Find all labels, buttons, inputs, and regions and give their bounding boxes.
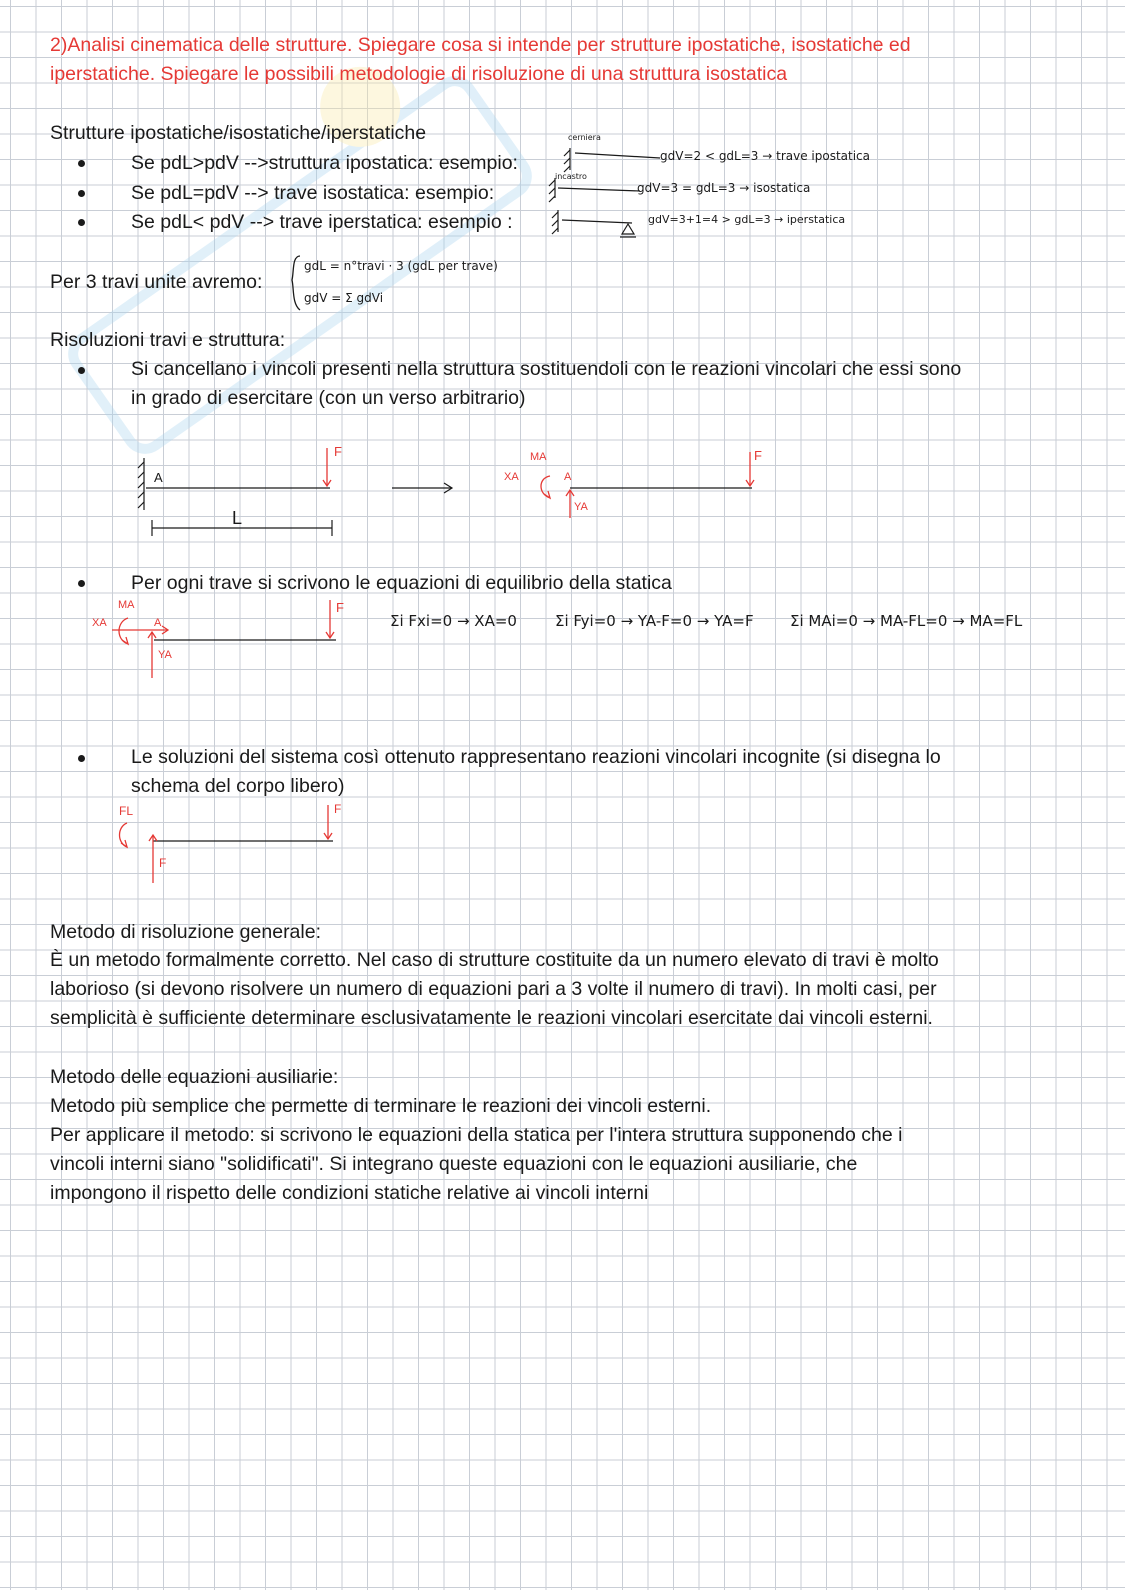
risoluzioni-bullet-2: Per ogni trave si scrivono le equazioni di equilibrio della statica bbox=[131, 572, 672, 594]
heading-line-1: 2)Analisi cinematica delle strutture. Spiegare cosa si intende per strutture ipostatiche, isostatiche ed bbox=[50, 34, 911, 56]
label-ma-2: MA bbox=[118, 599, 135, 611]
label-fl: FL bbox=[119, 804, 134, 818]
risoluzioni-bullet-1-line-1: Si cancellano i vincoli presenti nella struttura sostituendoli con le reazioni vincolari che essi sono bbox=[131, 358, 962, 380]
strutture-sketch bbox=[540, 128, 870, 246]
diagram-equilibrium bbox=[90, 599, 1023, 690]
strutture-item-iperstatica: Se pdL< pdV --> trave iperstatica: esempio : bbox=[131, 211, 513, 233]
note-isostatica: gdV=3 = gdL=3 → isostatica bbox=[637, 181, 811, 195]
bullet bbox=[78, 580, 85, 587]
tre-travi-eq2: gdV = Σ gdVi bbox=[304, 291, 384, 305]
label-f-3: F bbox=[334, 802, 342, 816]
strutture-title: Strutture ipostatiche/isostatiche/iperstatiche bbox=[50, 122, 427, 144]
metodo-ausiliarie-line-2: Per applicare il metodo: si scrivono le equazioni della statica per l'intera struttura supponendo che i bbox=[50, 1124, 903, 1146]
label-incastro: incastro bbox=[555, 172, 587, 181]
strutture-item-ipostatica: Se pdL>pdV -->struttura ipostatica: esempio: bbox=[131, 152, 518, 174]
heading-line-2: iperstatiche. Spiegare le possibili metodologie di risoluzione di una struttura isostatica bbox=[50, 63, 788, 85]
label-f-bottom: F bbox=[159, 856, 167, 870]
metodo-ausiliarie-title: Metodo delle equazioni ausiliarie: bbox=[50, 1066, 339, 1088]
diagram-constraint-removal bbox=[130, 440, 770, 545]
metodo-generale-line-2: laborioso (si devono risolvere un numero di equazioni pari a 3 volte il numero di travi). In molti casi, per bbox=[50, 978, 937, 1000]
metodo-generale-title: Metodo di risoluzione generale: bbox=[50, 921, 322, 943]
label-ya: YA bbox=[574, 501, 588, 513]
equation-x: Σi Fxi=0 → XA=0 bbox=[390, 612, 517, 630]
risoluzioni-bullet-3-line-1: Le soluzioni del sistema così ottenuto rappresentano reazioni vincolari incognite (si disegna lo bbox=[131, 746, 941, 768]
metodo-generale-line-3: semplicità è sufficiente determinare esclusivatamente le reazioni vincolari esercitate dai vincoli esterni. bbox=[50, 1007, 933, 1029]
bullet bbox=[78, 190, 85, 197]
bullet bbox=[78, 219, 85, 226]
label-ma: MA bbox=[530, 451, 547, 463]
equation-m: Σi MAi=0 → MA-FL=0 → MA=FL bbox=[790, 612, 1023, 630]
label-xa: XA bbox=[504, 471, 519, 483]
label-f-right: F bbox=[754, 448, 762, 463]
bullet bbox=[78, 367, 85, 374]
risoluzioni-bullet-1-line-2: in grado di esercitare (con un verso arbitrario) bbox=[131, 387, 526, 409]
diagram-free-body bbox=[115, 802, 365, 890]
note-ipostatica: gdV=2 < gdL=3 → trave ipostatica bbox=[660, 149, 870, 163]
bullet bbox=[78, 160, 85, 167]
risoluzioni-title: Risoluzioni travi e struttura: bbox=[50, 329, 286, 351]
tre-travi-label: Per 3 travi unite avremo: bbox=[50, 271, 263, 293]
tre-travi-eq1: gdL = n°travi · 3 (gdL per trave) bbox=[304, 259, 498, 273]
label-a: A bbox=[154, 470, 163, 485]
metodo-ausiliarie-line-3: vincoli interni siano "solidificati". Si integrano queste equazioni con le equazioni ausiliarie, che bbox=[50, 1153, 858, 1175]
label-a-2: A bbox=[154, 617, 162, 629]
metodo-ausiliarie-line-4: impongono il rispetto delle condizioni statiche relative ai vincoli interni bbox=[50, 1182, 649, 1204]
tre-travi-system bbox=[288, 250, 498, 318]
label-xa-2: XA bbox=[92, 617, 107, 629]
equation-y: Σi Fyi=0 → YA-F=0 → YA=F bbox=[555, 612, 754, 630]
label-cerniera: cerniera bbox=[568, 133, 601, 142]
risoluzioni-bullet-3-line-2: schema del corpo libero) bbox=[131, 775, 345, 797]
label-f-2: F bbox=[336, 600, 344, 615]
metodo-generale-line-1: È un metodo formalmente corretto. Nel caso di strutture costituite da un numero elevato di travi è molto bbox=[50, 949, 939, 971]
label-a-red: A bbox=[564, 471, 572, 483]
bullet bbox=[78, 755, 85, 762]
label-f: F bbox=[334, 444, 342, 459]
note-iperstatica: gdV=3+1=4 > gdL=3 → iperstatica bbox=[648, 213, 846, 226]
label-l: L bbox=[232, 508, 243, 528]
strutture-item-isostatica: Se pdL=pdV --> trave isostatica: esempio: bbox=[131, 182, 495, 204]
label-ya-2: YA bbox=[158, 649, 172, 661]
metodo-ausiliarie-line-1: Metodo più semplice che permette di terminare le reazioni dei vincoli esterni. bbox=[50, 1095, 712, 1117]
